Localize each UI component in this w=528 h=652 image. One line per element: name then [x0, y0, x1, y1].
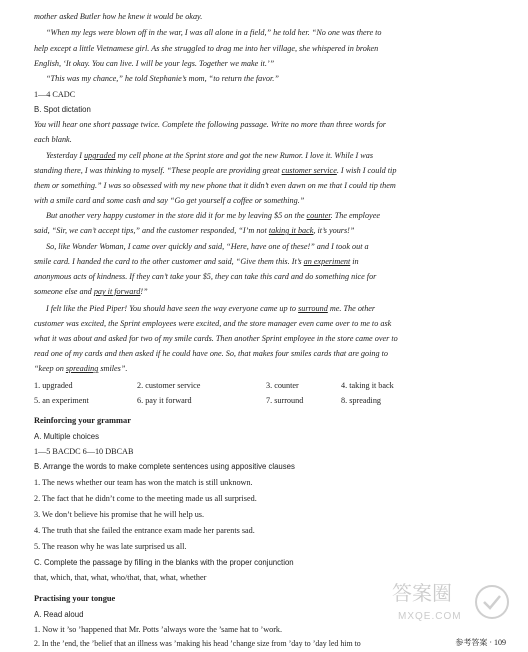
passage-line: them or something.” I was so obsessed with my new phone that it didn’t even dawn on me that I could tip them	[34, 181, 396, 190]
grammar-sentence: 5. The reason why he was late surprised us all.	[34, 542, 187, 551]
answer-key-item: 1. upgraded	[34, 381, 73, 390]
story-line-3: help except a little Vietnamese girl. As she struggled to drag me into her village, she whispered in broken	[34, 44, 379, 53]
passage-line: anonymous acts of kindness. If they can’t take your $5, they can take this card and do something nice for	[34, 272, 377, 281]
tongue-line-1: 1. Now it ’so ’happened that Mr. Potts ’always wore the ’same hat to ’work.	[34, 625, 283, 634]
story-line-2: “When my legs were blown off in the war, I was all alone in a field,” he told her. “No one was there to	[46, 28, 382, 37]
answer-customer-service: customer service	[281, 166, 337, 175]
passage-line: “keep on spreading smiles”.	[34, 364, 128, 373]
section-b-instructions-1: You will hear one short passage twice. Complete the following passage. Write no more than three words for	[34, 120, 386, 129]
passage-line: standing there, I was thinking to myself. “These people are providing great customer service. I wish I could tip	[34, 166, 397, 175]
grammar-heading: Reinforcing your grammar	[34, 416, 131, 425]
passage-line: smile card. I handed the card to the other customer and said, “Give them this. It’s an experiment in	[34, 257, 359, 266]
answer-key-item: 7. surround	[266, 396, 304, 405]
grammar-c-title: C. Complete the passage by filling in the blanks with the proper conjunction	[34, 558, 294, 567]
section-b-title: B. Spot dictation	[34, 105, 91, 114]
passage-line: But another very happy customer in the store did it for me by leaving $5 on the counter. The employee	[46, 211, 380, 220]
answer-upgraded: upgraded	[84, 151, 116, 160]
answer-key-item: 2. customer service	[137, 381, 201, 390]
answer-taking-it-back: taking it back	[268, 226, 314, 235]
grammar-c-answers: that, which, that, what, who/that, that, what, whether	[34, 573, 207, 582]
answer-key-item: 6. pay it forward	[137, 396, 192, 405]
grammar-sentence: 3. We don’t believe his promise that he will help us.	[34, 510, 205, 519]
answer-key-item: 8. spreading	[341, 396, 382, 405]
passage-line: with a smile card and some cash and say “Go get yourself a coffee or something.”	[34, 196, 305, 205]
grammar-sentence: 2. The fact that he didn’t come to the meeting made us all surprised.	[34, 494, 257, 503]
watermark-logo	[388, 582, 518, 630]
grammar-sentence: 1. The news whether our team has won the match is still unknown.	[34, 478, 253, 487]
tongue-heading: Practising your tongue	[34, 594, 116, 603]
passage-line: said, “Sir, we can’t accept tips,” and the customer responded, “I’m not taking it back, it’s yours!”	[34, 226, 355, 235]
passage-line: I felt like the Pied Piper! You should have seen the way everyone came up to surround me. The other	[46, 304, 376, 313]
answer-surround: surround	[298, 304, 328, 313]
page-footer: 参考答案 · 109	[455, 638, 506, 647]
watermark-domain: MXQE.COM	[398, 611, 462, 622]
answer-an-experiment: an experiment	[303, 257, 351, 266]
grammar-sentence: 4. The truth that she failed the entrance exam made her parents sad.	[34, 526, 255, 535]
watermark-brand: 答案圈	[392, 583, 452, 605]
passage-line: customer was excited, the Sprint employees were excited, and the store manager even came over to me to ask	[34, 319, 392, 328]
answer-key-item: 4. taking it back	[341, 381, 394, 390]
grammar-a-answers: 1—5 BACDC 6—10 DBCAB	[34, 447, 134, 456]
passage-line: So, like Wonder Woman, I came over quickly and said, “Here, have one of these!” and I took out a	[46, 242, 369, 251]
grammar-a-title: A. Multiple choices	[34, 432, 100, 441]
answer-counter: counter	[306, 211, 331, 220]
passage-line: Yesterday I upgraded my cell phone at the Sprint store and got the new Rumor. I love it. While I was	[46, 151, 374, 160]
tongue-a-title: A. Read aloud	[34, 610, 84, 619]
passage-line: what it was about and asked for two of my smile cards. Then another Sprint employee in the store came over to	[34, 334, 398, 343]
story-line-5: “This was my chance,” he told Stephanie’s mom, “to return the favor.”	[46, 74, 279, 83]
section-b-instructions-2: each blank.	[34, 135, 72, 144]
grammar-b-title: B. Arrange the words to make complete sentences using appositive clauses	[34, 462, 295, 471]
story-line-1: mother asked Butler how he knew it would be okay.	[34, 12, 203, 21]
answers-1-4: 1—4 CADC	[34, 90, 76, 99]
passage-line: someone else and pay it forward!”	[34, 287, 148, 296]
passage-line: read one of my cards and then asked if he could have one. So, that makes four smiles cards that are going to	[34, 349, 388, 358]
tongue-line-2: 2. In the ’end, the ’belief that an illness was ’making his head ’change size from ’day to ’day led him to	[34, 639, 361, 648]
answer-spreading: spreading	[65, 364, 99, 373]
answer-key-item: 3. counter	[266, 381, 299, 390]
answer-pay-it-forward: pay it forward	[93, 287, 141, 296]
answer-key-item: 5. an experiment	[34, 396, 89, 405]
story-line-4: English, ‘It okay. You can live. I will be your legs. Together we make it.’”	[34, 59, 275, 68]
